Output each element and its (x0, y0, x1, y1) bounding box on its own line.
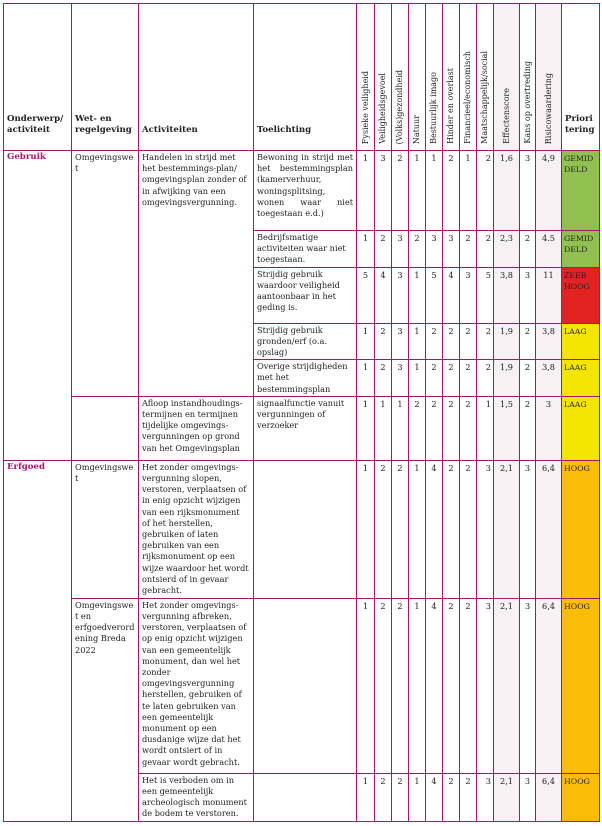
score-cell: 1 (357, 231, 375, 268)
score-cell: 1 (357, 360, 375, 397)
score-cell: 2 (443, 773, 460, 821)
score-cell: 3 (392, 267, 409, 323)
score-cell: 2 (409, 396, 426, 460)
score-cell: 1 (409, 323, 426, 360)
activity-cell: Het is verboden om in een gemeentelijk archeologisch monument de bodem te verstoren. (139, 773, 254, 821)
score-cell: 2 (477, 151, 494, 231)
header-criterion: (Volks)gezondheid (392, 4, 409, 151)
explanation-cell: Strijdig gebruik gronden/erf (o.a. opslag) (254, 323, 357, 360)
risk-cell: 6,4 (536, 598, 562, 773)
score-cell: 2 (426, 323, 443, 360)
risk-cell: 4,9 (536, 151, 562, 231)
chance-cell: 2 (520, 396, 536, 460)
subject-cell: Gebruik (4, 151, 72, 461)
score-cell: 5 (357, 267, 375, 323)
explanation-cell: Overige strijdigheden met het bestemmingsplan (254, 360, 357, 397)
header-criterion: Hinder en overlast (443, 4, 460, 151)
table-body (4, 151, 600, 822)
score-cell: 2 (392, 460, 409, 598)
score-cell: 3 (375, 151, 392, 231)
score-cell: 1 (392, 396, 409, 460)
score-cell: 2 (375, 360, 392, 397)
score-cell: 1 (409, 460, 426, 598)
explanation-cell: Bedrijfsmatige activiteiten waar niet toegestaan. (254, 231, 357, 268)
chance-cell: 3 (520, 151, 536, 231)
score-cell: 1 (357, 773, 375, 821)
chance-cell: 2 (520, 323, 536, 360)
score-cell: 2 (477, 360, 494, 397)
effect-score-cell: 2,1 (494, 773, 520, 821)
score-cell: 1 (426, 151, 443, 231)
score-cell: 2 (392, 598, 409, 773)
effect-score-cell: 1,9 (494, 323, 520, 360)
score-cell: 4 (426, 598, 443, 773)
risk-prioritization-table (3, 3, 600, 822)
chance-cell: 2 (520, 360, 536, 397)
effect-score-cell: 1,9 (494, 360, 520, 397)
priority-badge: HOOG (562, 598, 600, 773)
score-cell: 2 (460, 460, 477, 598)
score-cell: 3 (443, 231, 460, 268)
explanation-cell (254, 773, 357, 821)
score-cell: 4 (426, 460, 443, 598)
score-cell: 2 (443, 598, 460, 773)
priority-badge: HOOG (562, 460, 600, 598)
risk-cell: 3,8 (536, 360, 562, 397)
priority-badge: LAAG (562, 396, 600, 460)
score-cell: 2 (460, 773, 477, 821)
risk-cell: 11 (536, 267, 562, 323)
table-row (4, 396, 600, 460)
effect-score-cell: 2,3 (494, 231, 520, 268)
score-cell: 1 (477, 396, 494, 460)
score-cell: 2 (392, 151, 409, 231)
score-cell: 2 (443, 151, 460, 231)
effect-score-cell: 1,6 (494, 151, 520, 231)
header-risk: Risicowaardering (536, 4, 562, 151)
score-cell: 2 (426, 360, 443, 397)
score-cell: 2 (426, 396, 443, 460)
score-cell: 1 (357, 598, 375, 773)
score-cell: 2 (375, 773, 392, 821)
score-cell: 2 (460, 323, 477, 360)
law-cell: Omgevingswet en erfgoedverordening Breda 2022 (72, 598, 139, 821)
score-cell: 3 (460, 267, 477, 323)
law-cell: Omgevingswet (72, 460, 139, 598)
table-row (4, 151, 600, 231)
score-cell: 2 (443, 396, 460, 460)
score-cell: 2 (375, 231, 392, 268)
score-cell: 2 (460, 360, 477, 397)
effect-score-cell: 2,1 (494, 460, 520, 598)
header-criterion: Bestuurlijk imago (426, 4, 443, 151)
score-cell: 1 (357, 460, 375, 598)
risk-cell: 3,8 (536, 323, 562, 360)
score-cell: 2 (409, 231, 426, 268)
score-cell: 5 (477, 267, 494, 323)
risk-cell: 3 (536, 396, 562, 460)
priority-badge: ZEER HOOG (562, 267, 600, 323)
activity-cell: Afloop instandhoudings-termijnen en termijnen tijdelijke omgevings-vergunningen op grond van het Omgevingsplan (139, 396, 254, 460)
score-cell: 2 (477, 323, 494, 360)
table-row (4, 598, 600, 773)
activity-cell: Handelen in strijd met het bestemmings-plan/ omgevingsplan zonder of in afwijking van een omgevingsvergunning. (139, 151, 254, 397)
chance-cell: 2 (520, 231, 536, 268)
header-criterion: Fysieke veiligheid (357, 4, 375, 151)
risk-cell: 6,4 (536, 460, 562, 598)
explanation-cell: signaalfunctie vanuit vergunningen of verzoeker (254, 396, 357, 460)
header-chance: Kans op overtreding (520, 4, 536, 151)
risk-cell: 4.5 (536, 231, 562, 268)
law-cell (72, 396, 139, 460)
score-cell: 3 (426, 231, 443, 268)
score-cell: 1 (357, 151, 375, 231)
score-cell: 2 (460, 396, 477, 460)
score-cell: 3 (392, 323, 409, 360)
score-cell: 1 (409, 360, 426, 397)
header-subject: Onderwerp/ activiteit (4, 4, 72, 151)
header-row (4, 4, 600, 151)
score-cell: 2 (460, 598, 477, 773)
score-cell: 2 (443, 360, 460, 397)
chance-cell: 3 (520, 598, 536, 773)
score-cell: 3 (477, 773, 494, 821)
chance-cell: 3 (520, 460, 536, 598)
score-cell: 1 (357, 323, 375, 360)
score-cell: 2 (460, 231, 477, 268)
score-cell: 2 (392, 773, 409, 821)
score-cell: 1 (409, 151, 426, 231)
explanation-cell (254, 460, 357, 598)
table-row (4, 460, 600, 598)
header-activities: Activiteiten (139, 4, 254, 151)
subject-cell: Erfgoed (4, 460, 72, 821)
score-cell: 3 (477, 598, 494, 773)
priority-badge: LAAG (562, 360, 600, 397)
explanation-cell: Bewoning in strijd met het bestemmingsplan (kamerverhuur, woningsplitsing, wonen waar niet toegestaan e.d.) (254, 151, 357, 231)
header-criterion: Veiligheidsgevoel (375, 4, 392, 151)
priority-badge: GEMIDDELD (562, 231, 600, 268)
activity-cell: Het zonder omgevings-vergunning afbreken, verstoren, verplaatsen of op enig opzicht wijzigen van een gemeentelijk monument, dan wel het zonder omgevingsvergunning herstellen, gebruiken of te laten gebruiken van een gemeentelijk monument op een dusdanige wijze dat het wordt ontsiert of in gevaar wordt gebracht. (139, 598, 254, 773)
effect-score-cell: 2,1 (494, 598, 520, 773)
score-cell: 2 (477, 231, 494, 268)
score-cell: 1 (375, 396, 392, 460)
score-cell: 3 (392, 231, 409, 268)
header-effect: Effectenscore (494, 4, 520, 151)
score-cell: 4 (375, 267, 392, 323)
header-criterion: Maatschappelijk/social (477, 4, 494, 151)
header-priority: Prioritering (562, 4, 600, 151)
score-cell: 1 (409, 773, 426, 821)
chance-cell: 3 (520, 267, 536, 323)
priority-badge: HOOG (562, 773, 600, 821)
score-cell: 1 (409, 598, 426, 773)
priority-badge: LAAG (562, 323, 600, 360)
header-explanation: Toelichting (254, 4, 357, 151)
score-cell: 2 (375, 460, 392, 598)
score-cell: 2 (375, 323, 392, 360)
score-cell: 5 (426, 267, 443, 323)
score-cell: 2 (443, 460, 460, 598)
activity-cell: Het zonder omgevings-vergunning slopen, verstoren, verplaatsen of in enig opzicht wijzigen van een rijksmonument of het herstellen, gebruiken of laten gebruiken van een rijksmonument op een wijze waardoor het wordt ontsierd of in gevaar gebracht. (139, 460, 254, 598)
law-cell: Omgevingswet (72, 151, 139, 397)
header-criterion: Natuur (409, 4, 426, 151)
risk-cell: 6,4 (536, 773, 562, 821)
score-cell: 3 (392, 360, 409, 397)
chance-cell: 3 (520, 773, 536, 821)
score-cell: 3 (477, 460, 494, 598)
score-cell: 1 (357, 396, 375, 460)
effect-score-cell: 3,8 (494, 267, 520, 323)
score-cell: 4 (443, 267, 460, 323)
explanation-cell: Strijdig gebruik waardoor veiligheid aantoonbaar in het geding is. (254, 267, 357, 323)
score-cell: 1 (409, 267, 426, 323)
header-criterion: Financieel/economisch (460, 4, 477, 151)
effect-score-cell: 1,5 (494, 396, 520, 460)
explanation-cell (254, 598, 357, 773)
score-cell: 4 (426, 773, 443, 821)
header-law: Wet- en regelgeving (72, 4, 139, 151)
priority-badge: GEMIDDELD (562, 151, 600, 231)
score-cell: 2 (375, 598, 392, 773)
score-cell: 1 (460, 151, 477, 231)
score-cell: 2 (443, 323, 460, 360)
